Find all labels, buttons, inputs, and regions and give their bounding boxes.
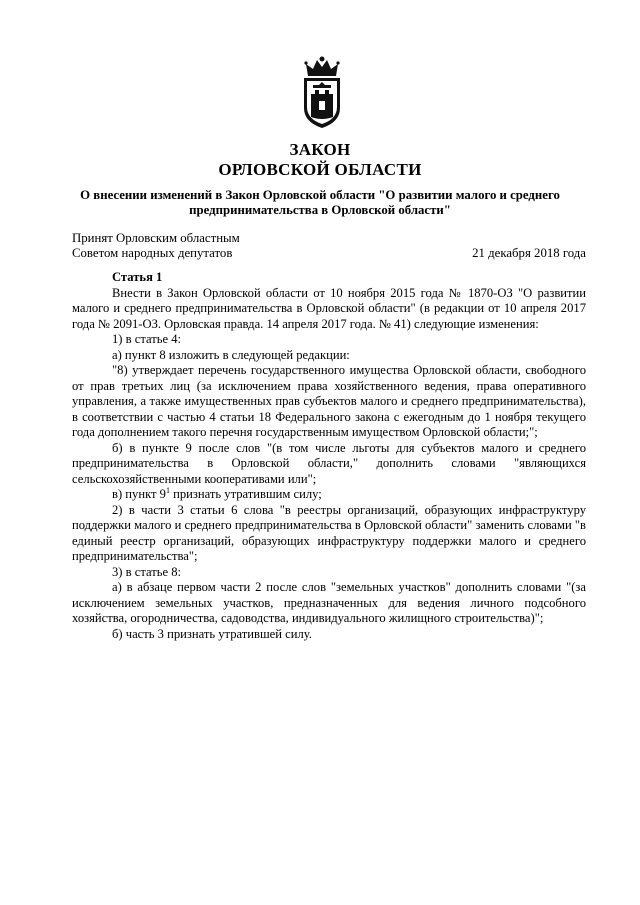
region-title: ОРЛОВСКОЙ ОБЛАСТИ [218, 160, 422, 179]
list-item-text: признать утратившим силу; [169, 487, 322, 501]
coat-of-arms-icon [298, 54, 346, 130]
adoption-date: 21 декабря 2018 года [472, 246, 586, 260]
list-item [72, 487, 586, 503]
list-item: 3) в статье 8: [112, 564, 182, 579]
list-item: 1) в статье 4: [112, 332, 182, 346]
adoption-line: Принят Орловским областным [72, 231, 240, 245]
superscript: 1 [165, 485, 170, 495]
list-item-text: в) пункт 9 [112, 487, 166, 501]
subtitle-line: О внесении изменений в Закон Орловской области "О развитии малого и среднего [80, 188, 560, 202]
list-item: а) в абзаце первом части 2 после слов "земельных участков" дополнить словами "(за исключением земельных участков, предназначенных для ведения личного подсобного хозяйства, огородничества, садоводства, индивидуального жилищного строительства)"; [72, 580, 586, 625]
adoption-info [72, 231, 240, 261]
list-item: 2) в части 3 статьи 6 слова "в реестры организаций, образующих инфраструктуру поддержки малого и среднего предпринимательства в Орловской области" заменить словами "в единый реестр организаций, образующих инфраструктуру поддержки малого и среднего предпринимательства"; [72, 502, 586, 563]
list-item: а) пункт 8 изложить в следующей редакции: [112, 347, 350, 362]
quoted-text: "8) утверждает перечень государственного имущества Орловской области, свободного от прав третьих лиц (за исключением права хозяйственного ведения, права оперативного управления, а также имущественных прав субъектов малого и среднего предпринимательства), в соответствии с частью 4 статьи 18 Федерального закона с ежегодным до 1 ноября текущего года дополнением такого перечня государственным имуществом Орловской области;"; [72, 363, 586, 439]
article-heading: Статья 1 [112, 270, 163, 284]
subtitle-line: предпринимательства в Орловской области" [189, 203, 451, 217]
list-item: б) в пункте 9 после слов "(в том числе льготы для субъектов малого и среднего предпринимательства в Орловской области," дополнить словами "являющихся сельскохозяйственными кооперативами или"; [72, 440, 586, 486]
law-title: ЗАКОН [289, 140, 351, 159]
article-intro: Внести в Закон Орловской области от 10 ноября 2015 года № 1870-ОЗ "О развитии малого и среднего предпринимательства в Орловской области" (в редакции от 10 апреля 2017 года № 2091-ОЗ. Орловская правда. 14 апреля 2017 года. № 41) следующие изменения: [72, 285, 586, 331]
list-item: б) часть 3 признать утратившей силу. [112, 626, 312, 641]
adoption-line: Советом народных депутатов [72, 246, 233, 260]
law-subtitle [60, 188, 580, 218]
article-body [72, 270, 586, 642]
